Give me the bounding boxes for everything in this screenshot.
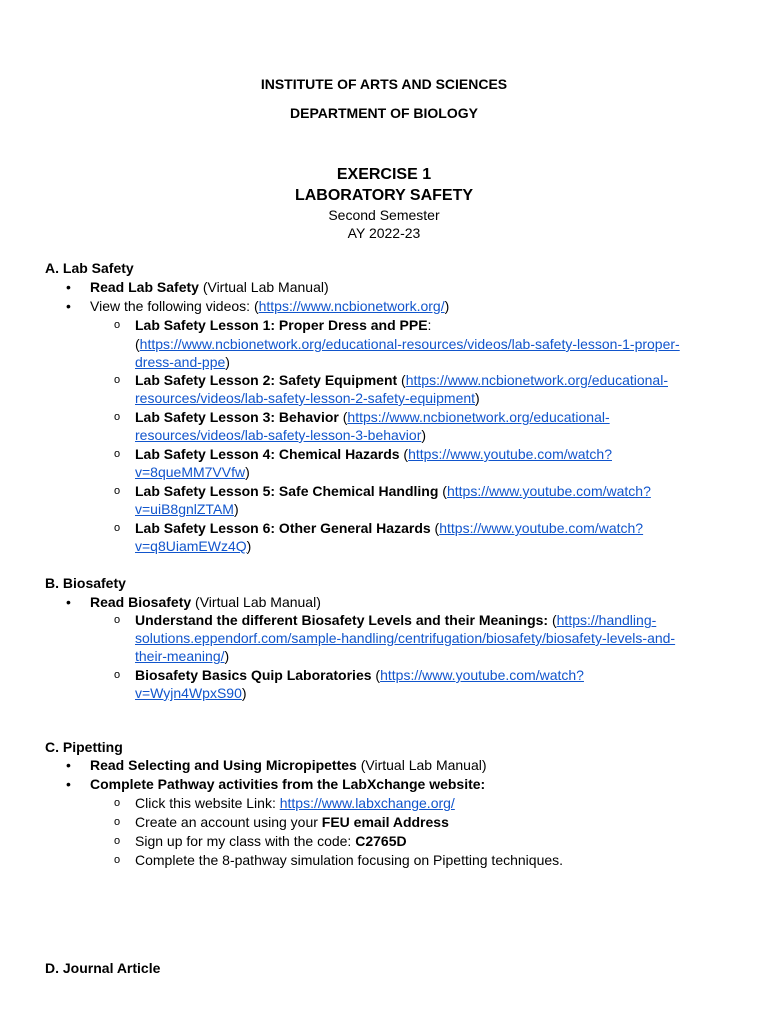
click-website-text: Click this website Link: (135, 795, 280, 811)
read-biosafety-note: (Virtual Lab Manual) (191, 594, 321, 610)
biosafety-basics-link[interactable]: https://www.youtube.com/watch? (380, 667, 584, 683)
lesson-6-title: Lab Safety Lesson 6: Other General Hazards (135, 520, 431, 536)
circle-bullet-icon: o (114, 614, 121, 626)
lesson-3-link-cont[interactable]: resources/videos/lab-safety-lesson-3-behavior (135, 427, 422, 443)
lesson-6-link-cont[interactable]: v=q8UiamEWz4Q (135, 538, 247, 554)
lesson-1-title: Lab Safety Lesson 1: Proper Dress and PPE (135, 317, 428, 333)
lesson-3-link-line-2 (135, 426, 426, 444)
circle-bullet-icon: o (114, 374, 121, 386)
institute-heading: INSTITUTE OF ARTS AND SCIENCES (260, 76, 508, 92)
lesson-4-link-line-2 (135, 463, 250, 481)
bullet-icon: • (66, 776, 71, 792)
lesson-4-link-cont[interactable]: v=8queMM7VVfw (135, 464, 246, 480)
lesson-6-close: ) (246, 538, 252, 554)
read-biosafety-title: Read Biosafety (90, 594, 192, 610)
signup-class-text: Sign up for my class with the code: (135, 833, 356, 849)
lesson-4-close: ) (245, 464, 250, 480)
section-a-heading: A. Lab Safety (45, 260, 134, 276)
lesson-6-link-line-2 (135, 537, 251, 555)
lesson-5-item (135, 482, 651, 500)
lesson-2-close: ) (475, 390, 480, 406)
lesson-5-close: ) (233, 501, 239, 517)
biosafety-basics-close: ) (241, 685, 247, 701)
lesson-2-link-cont[interactable]: resources/videos/lab-safety-lesson-2-safety-equipment (135, 390, 476, 406)
create-account-item (135, 813, 449, 831)
lesson-1-link[interactable]: https://www.ncbionetwork.org/educational-resources/videos/lab-safety-lesson-1-proper- (139, 336, 680, 352)
lesson-1-link-cont[interactable]: dress-and-ppe (135, 354, 226, 370)
circle-bullet-icon: o (114, 816, 121, 828)
lesson-5-open: ( (438, 483, 447, 499)
lesson-5-link-line-2 (135, 500, 239, 518)
circle-bullet-icon: o (114, 448, 121, 460)
circle-bullet-icon: o (114, 319, 121, 331)
circle-bullet-icon: o (114, 522, 121, 534)
lesson-6-open: ( (430, 520, 440, 536)
ncbionetwork-link[interactable]: https://www.ncbionetwork.org/ (258, 298, 445, 314)
academic-year: AY 2022-23 (347, 225, 421, 241)
biosafety-levels-close: ) (224, 648, 230, 664)
lesson-5-link-cont[interactable]: v=uiB8gnlZTAM (135, 501, 234, 517)
department-heading: DEPARTMENT OF BIOLOGY (290, 105, 478, 121)
lesson-1-colon: : (427, 317, 432, 333)
bullet-icon: • (66, 594, 71, 610)
labxchange-link[interactable]: https://www.labxchange.org/ (279, 795, 455, 811)
read-micropipettes-note: (Virtual Lab Manual) (356, 757, 487, 773)
list-item-read-micropipettes (90, 756, 487, 774)
circle-bullet-icon: o (114, 411, 121, 423)
class-code: C2765D (355, 833, 407, 849)
biosafety-basics-item (135, 666, 584, 684)
lesson-6-link[interactable]: https://www.youtube.com/watch? (439, 520, 644, 536)
bullet-icon: • (66, 757, 71, 773)
circle-bullet-icon: o (114, 835, 121, 847)
lesson-2-open: ( (397, 372, 406, 388)
biosafety-levels-link-cont[interactable]: solutions.eppendorf.com/sample-handling/centrifugation/biosafety/biosafety-levels-and- (135, 630, 676, 646)
lesson-4-link[interactable]: https://www.youtube.com/watch? (408, 446, 612, 462)
lesson-1-link-line (135, 335, 680, 353)
biosafety-levels-link[interactable]: https://handling- (556, 612, 657, 628)
lesson-2-link-line-2 (135, 389, 480, 407)
lesson-1-open: ( (135, 336, 140, 352)
section-d-heading: D. Journal Article (45, 960, 161, 976)
read-micropipettes-title: Read Selecting and Using Micropipettes (90, 757, 357, 773)
lesson-3-open: ( (338, 409, 348, 425)
biosafety-basics-link-cont[interactable]: v=Wyjn4WpxS90 (135, 685, 242, 701)
circle-bullet-icon: o (114, 669, 121, 681)
list-item-view-videos (90, 297, 449, 315)
biosafety-levels-link-line-3 (135, 647, 229, 665)
complete-simulation-item: Complete the 8-pathway simulation focusing on Pipetting techniques. (135, 852, 564, 868)
biosafety-levels-item (135, 611, 656, 629)
biosafety-basics-open: ( (371, 667, 381, 683)
circle-bullet-icon: o (114, 854, 121, 866)
exercise-title: LABORATORY SAFETY (294, 187, 474, 204)
lesson-1-item (135, 316, 431, 334)
section-c-heading: C. Pipetting (45, 739, 123, 755)
click-website-item (135, 794, 455, 812)
biosafety-basics-link-line-2 (135, 684, 247, 702)
biosafety-levels-open: ( (548, 612, 557, 628)
lesson-2-title: Lab Safety Lesson 2: Safety Equipment (135, 372, 398, 388)
lesson-3-title: Lab Safety Lesson 3: Behavior (135, 409, 339, 425)
bullet-icon: • (66, 279, 71, 295)
circle-bullet-icon: o (114, 485, 121, 497)
lesson-6-item (135, 519, 643, 537)
lesson-1-link-line-2 (135, 353, 230, 371)
create-account-text: Create an account using your (135, 814, 322, 830)
feu-email-label: FEU email Address (321, 814, 449, 830)
biosafety-levels-title: Understand the different Biosafety Levels and their Meanings: (135, 612, 549, 628)
read-lab-safety-note: (Virtual Lab Manual) (198, 279, 329, 295)
section-b-heading: B. Biosafety (45, 575, 126, 591)
lesson-2-item (135, 371, 668, 389)
read-lab-safety-title: Read Lab Safety (90, 279, 199, 295)
list-item-read-lab-safety (90, 278, 329, 296)
lesson-3-link[interactable]: https://www.ncbionetwork.org/educational- (347, 409, 610, 425)
lesson-5-link[interactable]: https://www.youtube.com/watch? (446, 483, 651, 499)
biosafety-levels-link-line-2 (135, 629, 675, 647)
semester-label: Second Semester (328, 207, 440, 223)
view-videos-close: ) (444, 298, 450, 314)
circle-bullet-icon: o (114, 797, 121, 809)
list-item-read-biosafety (90, 593, 321, 611)
lesson-3-close: ) (421, 427, 427, 443)
lesson-1-close: ) (225, 354, 230, 370)
lesson-4-item (135, 445, 612, 463)
lesson-4-title: Lab Safety Lesson 4: Chemical Hazards (135, 446, 400, 462)
lesson-4-open: ( (399, 446, 409, 462)
lesson-5-title: Lab Safety Lesson 5: Safe Chemical Handling (135, 483, 439, 499)
biosafety-levels-link-end[interactable]: their-meaning/ (135, 648, 225, 664)
lesson-3-item (135, 408, 610, 426)
biosafety-basics-title: Biosafety Basics Quip Laboratories (135, 667, 372, 683)
signup-class-item (135, 832, 407, 850)
exercise-number: EXERCISE 1 (336, 166, 432, 183)
list-item-complete-pathway: Complete Pathway activities from the LabXchange website: (90, 776, 486, 792)
bullet-icon: • (66, 298, 71, 314)
view-videos-text: View the following videos: ( (90, 298, 259, 314)
lesson-2-link[interactable]: https://www.ncbionetwork.org/educational- (405, 372, 668, 388)
